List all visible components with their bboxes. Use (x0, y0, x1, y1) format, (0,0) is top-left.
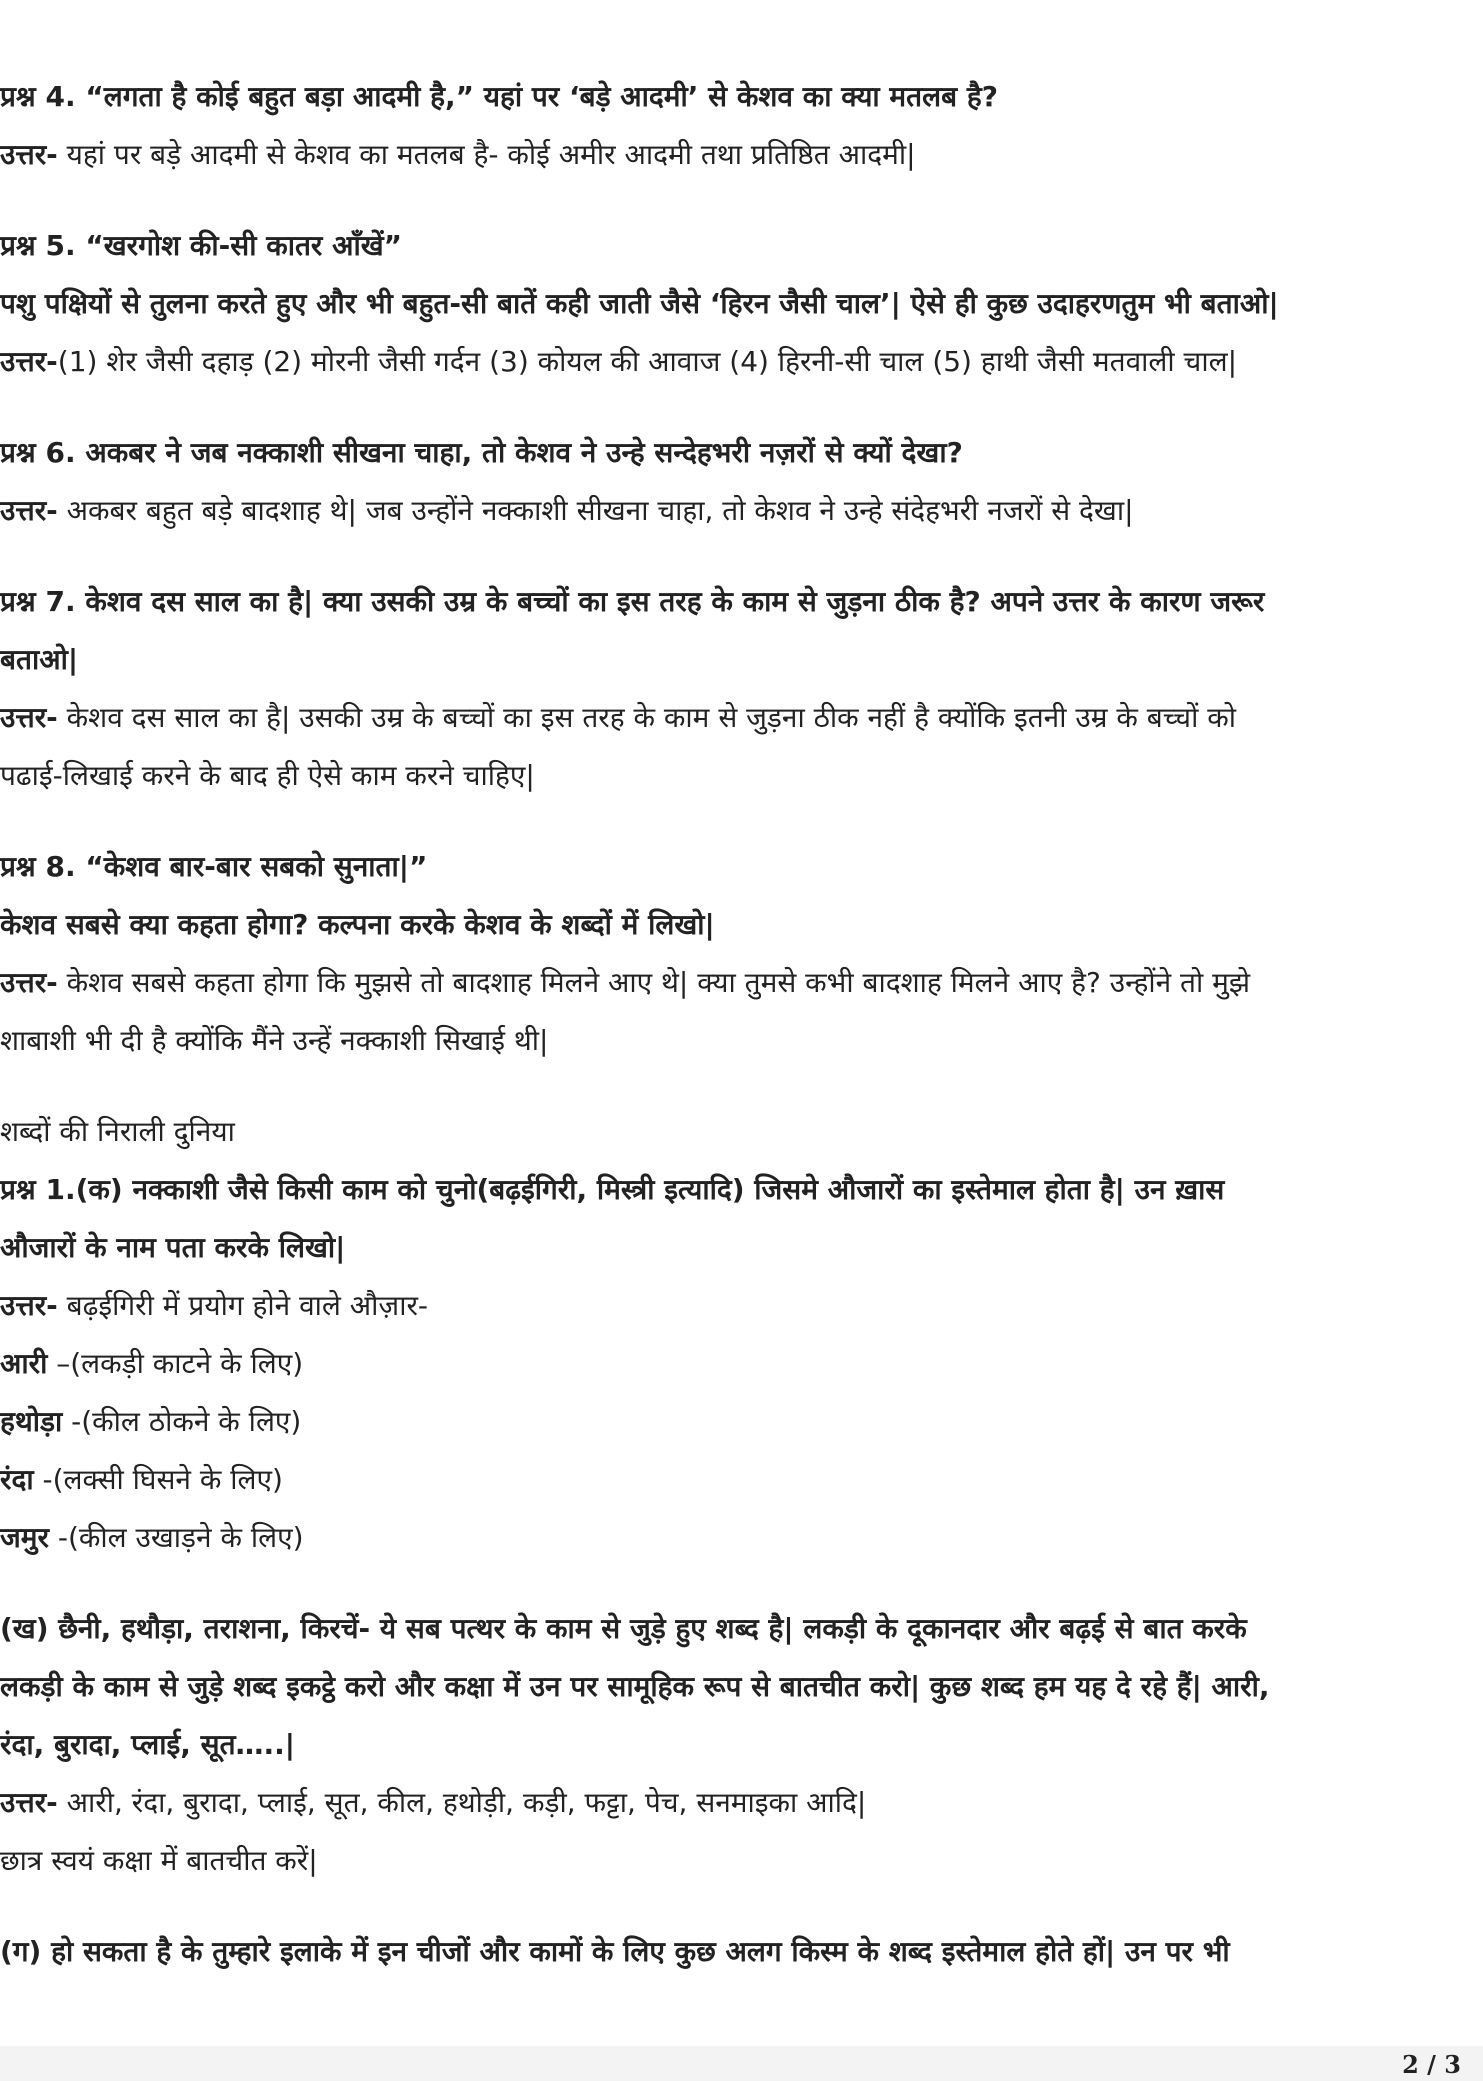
section-question-kh-line-2: लकड़ी के काम से जुड़े शब्द इकट्ठे करो और कक्षा में उन पर सामूहिक रूप से बातचीत करो| कुछ शब्द हम यह दे रहे हैं| आरी, (0, 1670, 1270, 1703)
answer-label: उत्तर- (0, 138, 58, 171)
tool-desc: -(कील उखाड़ने के लिए) (48, 1521, 304, 1554)
tool-item (0, 1393, 1462, 1451)
answer-text: अकबर बहुत बड़े बादशाह थे| जब उन्होंने नक्काशी सीखना चाहा, तो केशव ने उन्हे संदेहभरी नजरों से देखा| (57, 494, 1134, 527)
tool-desc: -(लक्सी घिसने के लिए) (33, 1463, 283, 1496)
answer-label: उत्तर- (0, 966, 58, 999)
answer-text: केशव दस साल का है| उसकी उम्र के बच्चों का इस तरह के काम से जुड़ना ठीक नहीं है क्योंकि इतनी उम्र के बच्चों को (57, 701, 1237, 734)
section-title: शब्दों की निराली दुनिया (0, 1115, 235, 1148)
question-5-detail: पशु पक्षियों से तुलना करते हुए और भी बहुत-सी बातें कही जाती जैसे ‘हिरन जैसी चाल’| ऐसे ही कुछ उदाहरणतुम भी बताओ| (0, 287, 1279, 320)
tool-item (0, 1451, 1462, 1509)
answer-label: उत्तर- (0, 1786, 58, 1819)
tool-name: रंदा (0, 1463, 34, 1496)
answer-text: बढ़ईगिरी में प्रयोग होने वाले औज़ार- (57, 1289, 429, 1322)
tool-item (0, 1335, 1462, 1393)
answer-text: यहां पर बड़े आदमी से केशव का मतलब है- कोई अमीर आदमी तथा प्रतिष्ठित आदमी| (57, 138, 916, 171)
answer-label: उत्तर- (0, 701, 58, 734)
section-question-kh-line-3: रंदा, बुरादा, प्लाई, सूत…..| (0, 1728, 296, 1761)
answer-7-line-2: पढाई-लिखाई करने के बाद ही ऐसे काम करने चाहिए| (0, 759, 535, 792)
section-answer-kh (0, 1774, 1462, 1832)
tool-desc: –(लकड़ी काटने के लिए) (47, 1347, 304, 1380)
question-7-line-1: प्रश्न 7. केशव दस साल का है| क्या उसकी उम्र के बच्चों का इस तरह के काम से जुड़ना ठीक है? अपने उत्तर के कारण जरूर (0, 585, 1265, 618)
answer-text: (1) शेर जैसी दहाड़ (2) मोरनी जैसी गर्दन (3) कोयल की आवाज (4) हिरनी-सी चाल (5) हाथी जैसी मतवाली चाल| (57, 345, 1238, 378)
tool-desc: -(कील ठोकने के लिए) (62, 1405, 302, 1438)
answer-5 (0, 333, 1462, 391)
question-8: प्रश्न 8. “केशव बार-बार सबको सुनाता|” (0, 850, 428, 883)
answer-7-line-1 (0, 689, 1462, 747)
tool-name: जमुर (0, 1521, 49, 1554)
answer-8-line-1 (0, 954, 1462, 1012)
answer-6 (0, 482, 1462, 540)
answer-8-line-2: शाबाशी भी दी है क्योंकि मैंने उन्हें नक्काशी सिखाई थी| (0, 1024, 549, 1057)
question-8-detail: केशव सबसे क्या कहता होगा? कल्पना करके केशव के शब्दों में लिखो| (0, 908, 715, 941)
page-number: 2 / 3 (1402, 2050, 1461, 2079)
tool-item (0, 1509, 1462, 1567)
answer-text: आरी, रंदा, बुरादा, प्लाई, सूत, कील, हथोड़ी, कड़ी, फट्टा, पेच, सनमाइका आदि| (57, 1786, 867, 1819)
answer-label: उत्तर- (0, 494, 58, 527)
question-5: प्रश्न 5. “खरगोश की-सी कातर आँखें” (0, 229, 403, 262)
section-question-kh-line-1: (ख) छैनी, हथौड़ा, तराशना, किरचें- ये सब पत्थर के काम से जुड़े हुए शब्द है| लकड़ी के दूकानदार और बढ़ई से बात करके (0, 1612, 1247, 1645)
answer-4 (0, 126, 1462, 184)
answer-text: केशव सबसे कहता होगा कि मुझसे तो बादशाह मिलने आए थे| क्या तुमसे कभी बादशाह मिलने आए है? उन्होंने तो मुझे (57, 966, 1251, 999)
document-content (0, 68, 1462, 1981)
answer-label: उत्तर- (0, 345, 58, 378)
question-6: प्रश्न 6. अकबर ने जब नक्काशी सीखना चाहा, तो केशव ने उन्हे सन्देहभरी नज़रों से क्यों देखा? (0, 436, 963, 469)
section-question-1-line-1: प्रश्न 1.(क) नक्काशी जैसे किसी काम को चुनो(बढ़ईगिरी, मिस्त्री इत्यादि) जिसमे औजारों का इस्तेमाल होता है| उन ख़ास (0, 1173, 1225, 1206)
section-answer-1 (0, 1277, 1462, 1335)
tool-name: आरी (0, 1347, 48, 1380)
section-question-1-line-2: औजारों के नाम पता करके लिखो| (0, 1231, 346, 1264)
question-7-line-2: बताओ| (0, 643, 79, 676)
answer-label: उत्तर- (0, 1289, 58, 1322)
section-answer-kh-note: छात्र स्वयं कक्षा में बातचीत करें| (0, 1844, 318, 1877)
tool-name: हथोड़ा (0, 1405, 63, 1438)
section-question-ga-line-1: (ग) हो सकता है के तुम्हारे इलाके में इन चीजों और कामों के लिए कुछ अलग किस्म के शब्द इस्तेमाल होते हों| उन पर भी (0, 1935, 1230, 1968)
question-4: प्रश्न 4. “लगता है कोई बहुत बड़ा आदमी है,” यहां पर ‘बड़े आदमी’ से केशव का क्या मतलब है? (0, 80, 998, 113)
